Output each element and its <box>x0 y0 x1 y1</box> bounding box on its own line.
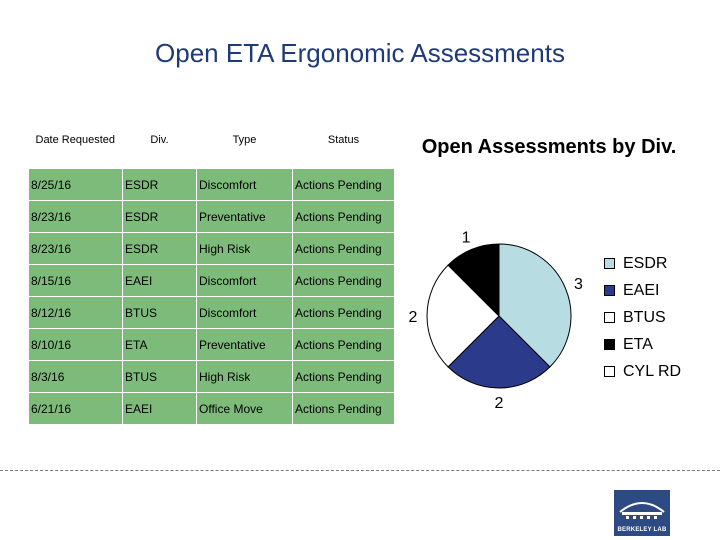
footer-divider <box>0 470 720 471</box>
legend-item-btus <box>604 304 681 331</box>
cell-status: Actions Pending <box>293 201 395 233</box>
cell-status: Actions Pending <box>293 297 395 329</box>
cell-status: Actions Pending <box>293 233 395 265</box>
cell-status: Actions Pending <box>293 361 395 393</box>
cell-status: Actions Pending <box>293 393 395 425</box>
legend-label: BTUS <box>623 308 666 326</box>
cell-type: Preventative <box>197 329 293 361</box>
legend-swatch <box>604 285 615 296</box>
berkeley-lab-logo <box>614 490 670 536</box>
cell-status: Actions Pending <box>293 169 395 201</box>
cell-div: ETA <box>123 329 197 361</box>
cell-date: 8/3/16 <box>29 361 123 393</box>
header-date-requested: Date Requested <box>29 130 123 169</box>
cell-div: ESDR <box>123 201 197 233</box>
cell-status: Actions Pending <box>293 265 395 297</box>
cell-div: BTUS <box>123 297 197 329</box>
cell-div: EAEI <box>123 393 197 425</box>
cell-date: 8/15/16 <box>29 265 123 297</box>
legend-swatch <box>604 366 615 377</box>
logo-text: BERKELEY LAB <box>617 527 667 533</box>
slide-title: Open ETA Ergonomic Assessments <box>155 38 565 68</box>
legend-label: ETA <box>623 335 653 353</box>
cell-div: EAEI <box>123 265 197 297</box>
legend-item-eaei <box>604 277 681 304</box>
legend-item-eta <box>604 331 681 358</box>
chart-legend <box>604 250 681 385</box>
header-status: Status <box>293 130 395 169</box>
cell-date: 8/12/16 <box>29 297 123 329</box>
pie-label-btus: 2 <box>408 309 418 326</box>
cell-status: Actions Pending <box>293 329 395 361</box>
chart-title: Open Assessments by Div. <box>421 136 677 158</box>
cell-div: ESDR <box>123 169 197 201</box>
legend-swatch <box>604 339 615 350</box>
cell-date: 6/21/16 <box>29 393 123 425</box>
cell-type: High Risk <box>197 361 293 393</box>
pie-label-esdr: 3 <box>574 276 583 294</box>
cell-date: 8/23/16 <box>29 201 123 233</box>
cell-type: Discomfort <box>197 297 293 329</box>
legend-swatch <box>604 258 615 269</box>
cell-date: 8/10/16 <box>29 329 123 361</box>
lab-building-icon <box>614 490 670 524</box>
header-div: Div. <box>123 130 197 169</box>
legend-swatch <box>604 312 615 323</box>
pie-label-eta: 1 <box>461 229 471 247</box>
pie-label-eaei: 2 <box>494 395 504 412</box>
cell-type: Preventative <box>197 201 293 233</box>
cell-div: ESDR <box>123 233 197 265</box>
legend-label: EAEI <box>623 281 660 299</box>
cell-type: High Risk <box>197 233 293 265</box>
legend-label: CYL RD <box>623 362 682 380</box>
cell-date: 8/23/16 <box>29 233 123 265</box>
cell-date: 8/25/16 <box>29 169 123 201</box>
header-type: Type <box>197 130 293 169</box>
legend-item-esdr <box>604 250 681 277</box>
legend-item-cyl-rd <box>604 358 681 385</box>
cell-type: Discomfort <box>197 265 293 297</box>
cell-type: Discomfort <box>197 169 293 201</box>
cell-type: Office Move <box>197 393 293 425</box>
cell-div: BTUS <box>123 361 197 393</box>
legend-label: ESDR <box>623 254 668 272</box>
